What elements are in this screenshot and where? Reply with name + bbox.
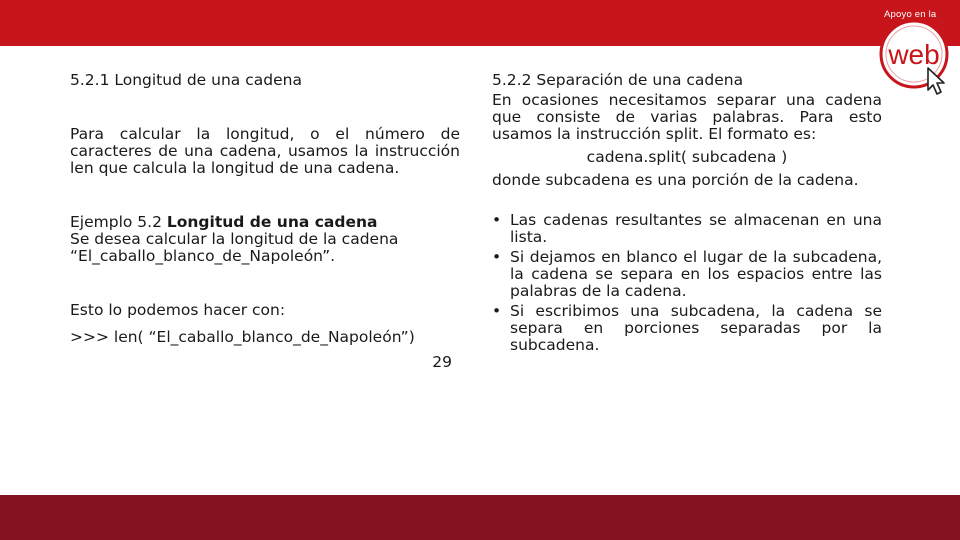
right-column — [492, 72, 882, 354]
right-heading: 5.2.2 Separación de una cadena — [492, 71, 744, 89]
bullet-list — [492, 212, 882, 354]
web-badge-icon — [878, 18, 958, 98]
right-paragraph-2: donde subcadena es una porción de la cadena. — [492, 171, 859, 189]
logo-word: web — [888, 39, 940, 70]
list-item: • Si escribimos una subcadena, la cadena se separa en porciones separadas por la subcadena. — [492, 302, 882, 354]
example-title — [70, 214, 460, 231]
left-heading: 5.2.1 Longitud de una cadena — [70, 71, 302, 89]
logo-caption: Apoyo en la — [884, 9, 937, 20]
code-intro: Esto lo podemos hacer con: — [70, 301, 286, 319]
top-banner — [0, 0, 960, 46]
left-paragraph: Para calcular la longitud, o el número de caracteres de una cadena, usamos la instrucción len que calcula la longitud de una cadena. — [70, 125, 460, 177]
example-description: Se desea calcular la longitud de la cadena “El_caballo_blanco_de_Napoleón”. — [70, 230, 399, 265]
bottom-banner — [0, 495, 960, 540]
left-column — [70, 72, 460, 371]
list-item: • Las cadenas resultantes se almacenan en una lista. — [492, 211, 882, 246]
example-prefix: Ejemplo 5.2 — [70, 213, 167, 231]
bullet-icon: • — [492, 211, 502, 229]
split-format: cadena.split( subcadena ) — [586, 148, 788, 166]
list-item: • Si dejamos en blanco el lugar de la subcadena, la cadena se separa en los espacios entre las palabras de la cadena. — [492, 248, 882, 300]
apoyo-en-la-web-logo — [870, 0, 960, 100]
example-bold-title: Longitud de una cadena — [166, 213, 378, 231]
bullet-icon: • — [492, 302, 502, 320]
code-result: 29 — [432, 353, 452, 371]
code-line: >>> len( “El_caballo_blanco_de_Napoleón”) — [70, 328, 415, 346]
right-paragraph: En ocasiones necesitamos separar una cadena que consiste de varias palabras. Para esto usamos la instrucción split. El formato es: — [492, 91, 882, 143]
bullet-icon: • — [492, 248, 502, 266]
